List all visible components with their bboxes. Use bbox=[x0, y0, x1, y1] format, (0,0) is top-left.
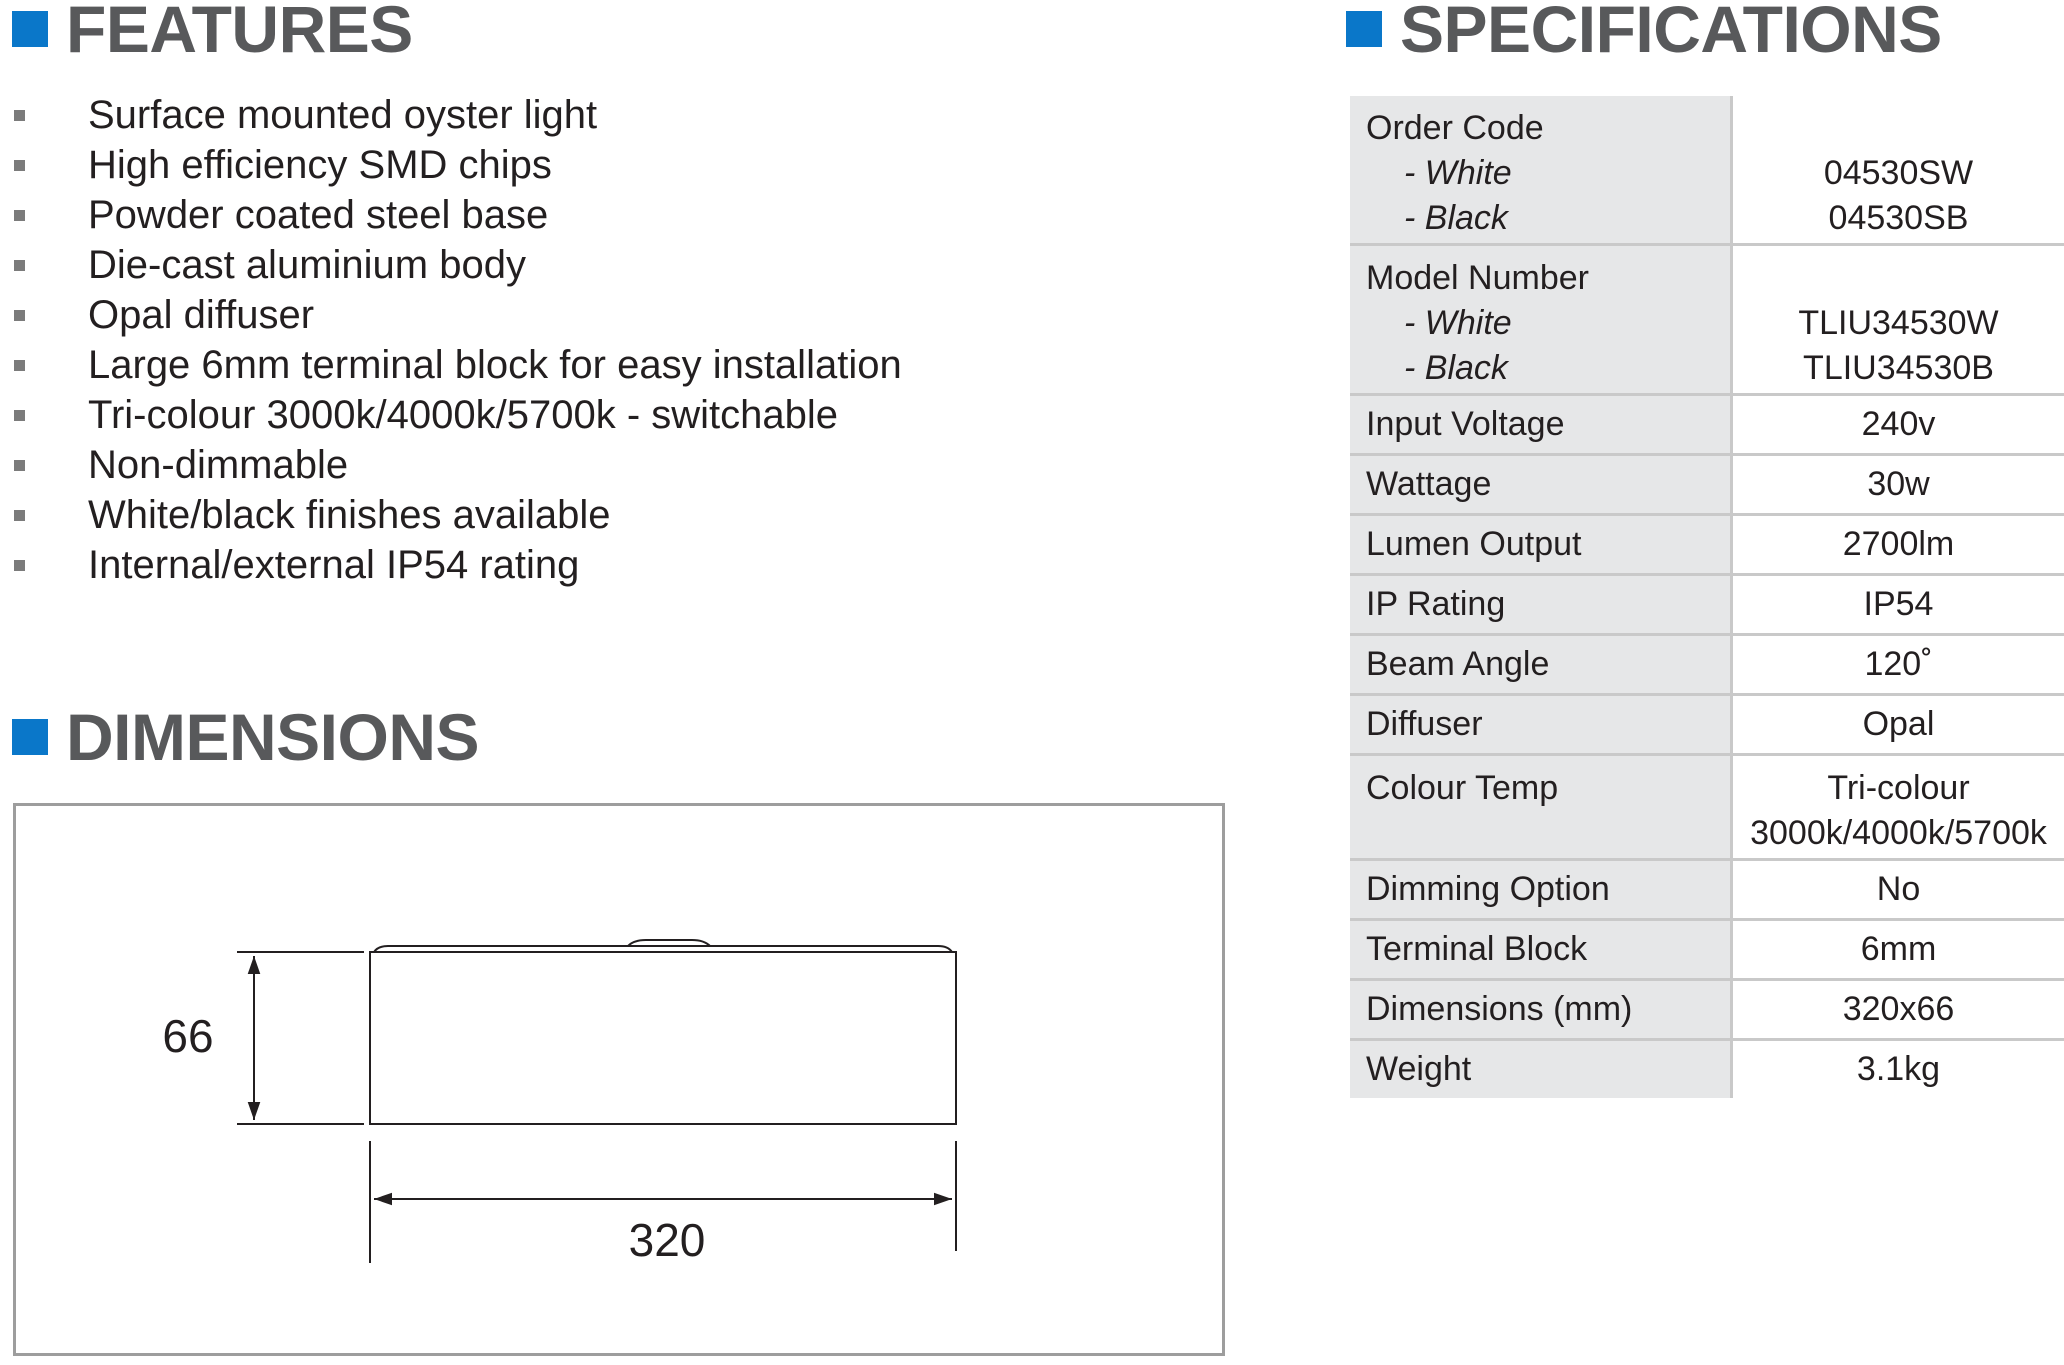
dimensions-drawing-box bbox=[13, 803, 1225, 1356]
spec-row bbox=[1350, 920, 2064, 980]
spec-value bbox=[1732, 245, 2064, 395]
spec-row-colour-temp bbox=[1350, 755, 2064, 860]
spec-value-text: 30w bbox=[1867, 465, 1930, 503]
spec-value bbox=[1732, 755, 2064, 860]
heading-square-icon bbox=[12, 11, 48, 47]
bullet-icon bbox=[14, 160, 25, 171]
spec-row bbox=[1350, 575, 2064, 635]
feature-item bbox=[14, 540, 902, 590]
feature-text: White/black finishes available bbox=[88, 492, 611, 537]
features-list bbox=[14, 90, 902, 590]
feature-text: Opal diffuser bbox=[88, 292, 315, 337]
feature-item bbox=[14, 190, 902, 240]
feature-text: Surface mounted oyster light bbox=[88, 92, 598, 137]
spec-value bbox=[1732, 515, 2064, 575]
height-label: 66 bbox=[162, 1010, 214, 1062]
feature-text: Tri-colour 3000k/4000k/5700k - switchable bbox=[88, 392, 839, 437]
features-heading bbox=[12, 0, 413, 66]
spec-value-text: 6mm bbox=[1860, 930, 1937, 968]
feature-text: High efficiency SMD chips bbox=[88, 142, 552, 187]
spec-key bbox=[1350, 695, 1732, 755]
spec-key bbox=[1350, 635, 1732, 695]
spec-value-text: 320x66 bbox=[1842, 990, 1955, 1028]
spec-row bbox=[1350, 515, 2064, 575]
bullet-icon bbox=[14, 560, 25, 571]
order-code-white: 04530SW bbox=[1823, 154, 1974, 192]
feature-item bbox=[14, 90, 902, 140]
spec-row bbox=[1350, 1040, 2064, 1099]
bullet-icon bbox=[14, 510, 25, 521]
spec-label: Terminal Block bbox=[1366, 930, 1588, 968]
feature-text: Die-cast aluminium body bbox=[88, 242, 526, 287]
spec-key bbox=[1350, 515, 1732, 575]
features-heading-text: FEATURES bbox=[66, 0, 413, 66]
specifications-heading-text: SPECIFICATIONS bbox=[1400, 0, 1942, 66]
spec-key bbox=[1350, 980, 1732, 1040]
spec-row bbox=[1350, 395, 2064, 455]
feature-item bbox=[14, 390, 902, 440]
specifications-table bbox=[1350, 96, 2064, 1098]
spec-value bbox=[1732, 96, 2064, 245]
feature-item bbox=[14, 440, 902, 490]
spec-value bbox=[1732, 860, 2064, 920]
spec-sublabel: - Black bbox=[1404, 349, 1508, 387]
spec-label: Wattage bbox=[1366, 465, 1492, 503]
spec-label: Model Number bbox=[1366, 259, 1589, 297]
spec-key bbox=[1350, 920, 1732, 980]
spec-label: Dimensions (mm) bbox=[1366, 990, 1633, 1028]
spec-value bbox=[1732, 920, 2064, 980]
spec-value-text: Opal bbox=[1862, 705, 1935, 743]
spec-key bbox=[1350, 245, 1732, 395]
spec-sublabel: - Black bbox=[1404, 199, 1508, 237]
spec-value bbox=[1732, 635, 2064, 695]
feature-text: Large 6mm terminal block for easy installation bbox=[88, 342, 902, 387]
feature-item bbox=[14, 290, 902, 340]
spec-label: Order Code bbox=[1366, 109, 1544, 147]
order-code-black: 04530SB bbox=[1828, 199, 1969, 237]
spec-value-text: 120˚ bbox=[1864, 645, 1933, 683]
height-dimension bbox=[237, 952, 364, 1124]
spec-row bbox=[1350, 455, 2064, 515]
dimension-drawing bbox=[16, 806, 1222, 1353]
bullet-icon bbox=[14, 460, 25, 471]
spec-row bbox=[1350, 860, 2064, 920]
spec-label: Beam Angle bbox=[1366, 645, 1550, 683]
feature-item bbox=[14, 140, 902, 190]
spec-key bbox=[1350, 860, 1732, 920]
spec-row-order-code bbox=[1350, 96, 2064, 245]
spec-value bbox=[1732, 395, 2064, 455]
spec-value-text: 2700lm bbox=[1842, 525, 1955, 563]
model-number-white: TLIU34530W bbox=[1798, 304, 1999, 342]
spec-row bbox=[1350, 695, 2064, 755]
spec-label: Colour Temp bbox=[1366, 769, 1559, 807]
bullet-icon bbox=[14, 310, 25, 321]
spec-value bbox=[1732, 575, 2064, 635]
spec-key bbox=[1350, 755, 1732, 860]
feature-item bbox=[14, 240, 902, 290]
feature-item bbox=[14, 490, 902, 540]
spec-label: Lumen Output bbox=[1366, 525, 1582, 563]
spec-key bbox=[1350, 395, 1732, 455]
spec-key bbox=[1350, 96, 1732, 245]
model-number-black: TLIU34530B bbox=[1803, 349, 1994, 387]
spec-label: Input Voltage bbox=[1366, 405, 1565, 443]
spec-label: IP Rating bbox=[1366, 585, 1506, 623]
colour-temp-line1: Tri-colour bbox=[1827, 769, 1970, 807]
bullet-icon bbox=[14, 260, 25, 271]
bullet-icon bbox=[14, 110, 25, 121]
bullet-icon bbox=[14, 210, 25, 221]
spec-sublabel: - White bbox=[1404, 154, 1512, 192]
bullet-icon bbox=[14, 410, 25, 421]
feature-item bbox=[14, 340, 902, 390]
spec-value bbox=[1732, 695, 2064, 755]
bullet-icon bbox=[14, 360, 25, 371]
colour-temp-line2: 3000k/4000k/5700k bbox=[1750, 814, 2047, 852]
spec-value bbox=[1732, 1040, 2064, 1099]
spec-value-text: IP54 bbox=[1863, 585, 1934, 623]
spec-row bbox=[1350, 980, 2064, 1040]
spec-key bbox=[1350, 455, 1732, 515]
dimensions-heading-text: DIMENSIONS bbox=[66, 700, 480, 774]
spec-label: Weight bbox=[1366, 1050, 1472, 1088]
feature-text: Powder coated steel base bbox=[88, 192, 549, 237]
spec-key bbox=[1350, 575, 1732, 635]
spec-label: Dimming Option bbox=[1366, 870, 1610, 908]
spec-key bbox=[1350, 1040, 1732, 1099]
heading-square-icon bbox=[12, 719, 48, 755]
feature-text: Non-dimmable bbox=[88, 442, 349, 487]
dimensions-heading bbox=[12, 700, 480, 774]
spec-value-text: 3.1kg bbox=[1856, 1050, 1941, 1088]
spec-row-model-number bbox=[1350, 245, 2064, 395]
heading-square-icon bbox=[1346, 11, 1382, 47]
spec-value-text: 240v bbox=[1861, 405, 1936, 443]
spec-label: Diffuser bbox=[1366, 705, 1483, 743]
feature-text: Internal/external IP54 rating bbox=[88, 542, 580, 587]
spec-sublabel: - White bbox=[1404, 304, 1512, 342]
light-profile bbox=[370, 940, 956, 1124]
width-label: 320 bbox=[628, 1214, 706, 1266]
spec-value-text: No bbox=[1876, 870, 1921, 908]
spec-row bbox=[1350, 635, 2064, 695]
spec-value bbox=[1732, 455, 2064, 515]
specifications-heading bbox=[1346, 0, 1942, 66]
spec-value bbox=[1732, 980, 2064, 1040]
